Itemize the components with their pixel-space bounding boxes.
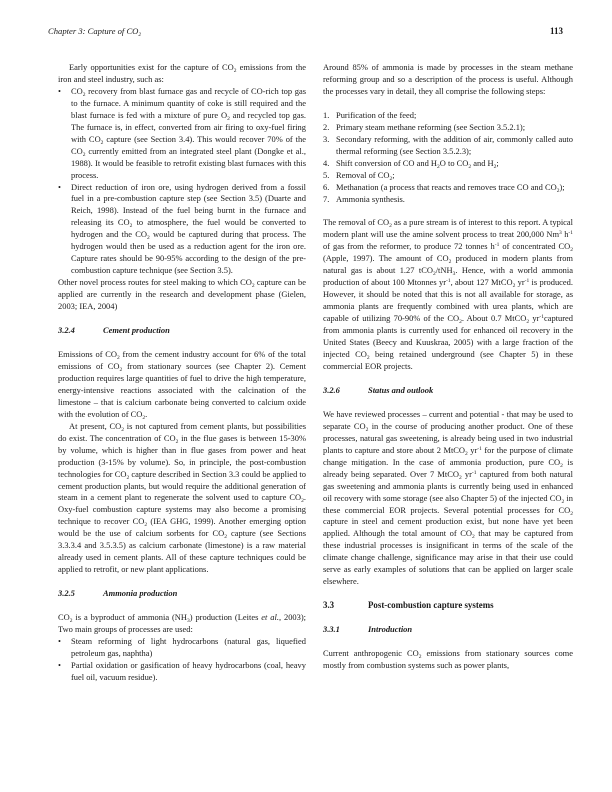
- section-heading-3-2-4: [58, 325, 306, 337]
- section-title: Post-combustion capture systems: [368, 600, 494, 611]
- section-number: 3.2.4: [58, 325, 75, 336]
- steel-bullet-list: [58, 86, 306, 277]
- list-item: 6. Methanation (a process that reacts and removes trace CO and $CO_2$);: [323, 181, 565, 194]
- list-item: 5. Removal of $CO_2$;: [323, 169, 395, 182]
- section-number: 3.2.5: [58, 588, 75, 599]
- co2-removal-paragraph: The removal of $CO_2$ as a pure stream is of interest to this report. A typical modern plant will use the amine solvent process to treat 200,000 Nm$^3$ $h^{-1}$ of gas from the reformer, to produce 72 tonnes $h^{-1}$ of concentrated $CO_2$ (Apple, 1997). The amount of $CO_2$ produced in modern plants from natural gas is about 1.27 tCO$_2$/tNH$_3$. Hence, with a world ammonia production of about 100 Mtonnes $yr^{-1}$, about 127 MtCO$_2$ $yr^{-1}$ is produced. However, it should be noted that this is not all available for storage, as ammonia plants are frequently combined with urea plants, which are capable of utilizing 70-90% of the $CO_2$. About 0.7 MtCO$_2$ $yr^{-1}captured$ from ammonia plants is currently used for enhanced oil recovery in the United States (Beecy and Kuuskraa, 2005) with a large fraction of the injected $CO_2$ being retained underground (see Chapter 5) in these commercial EOR projects.: [323, 217, 574, 371]
- cement-paragraph-2: At present, $CO_2$ is not captured from cement plants, but possibilities do exist. The concentration of $CO_2$ in the flue gases is between 15-30% by volume, which is higher than in flue gases from power and heat production (3-15% by volume). So, in principle, the post-combustion technologies for $CO_2$ capture described in Section 3.3 could be applied to cement production plants, but would require the additional generation of steam in a cement plant to regenerate the solvent used to capture $CO_2$. Oxy-fuel combustion capture systems may also become a promising technique to recover $CO_2$ (IEA GHG, 1999). Another emerging option would be the use of calcium sorbents for $CO_2$ capture (see Sections 3.3.3.4 and 3.5.3.5) as calcium carbonate (limestone) is a raw material already used in cement plants. All of these capture techniques could be applied to retrofit, or new plant applications.: [58, 420, 307, 575]
- ammonia-intro-paragraph: $CO_2$ is a byproduct of ammonia $(NH_3)$ production (Leites et al., 2003); Two main groups of processes are used:: [58, 612, 307, 635]
- section-number: 3.3: [323, 600, 335, 611]
- section-heading-3-2-6: [323, 385, 573, 397]
- steel-closing-paragraph: Other novel process routes for steel making to which $CO_2$ capture can be applied are currently in the research and development phase (Gielen, 2003; IEA, 2004): [58, 277, 306, 312]
- section-heading-3-2-5: [58, 588, 306, 600]
- left-column: [58, 62, 306, 684]
- list-item: 1. Purification of the feed;: [323, 109, 417, 120]
- list-item: 4. Shift conversion of CO and $H_2O$ to $CO_2$ and $H_2$;: [323, 157, 499, 170]
- ammonia-steps-list: [323, 110, 573, 206]
- list-item: • Direct reduction of iron ore, using hydrogen derived from a fossil fuel in a pre-combustion capture step (see Section 3.5) (Duarte and Reich, 1998). Instead of the fuel being burnt in the furnace and releasing its $CO_2$ to atmosphere, the fuel would be converted to hydrogen and the $CO_2$ would be captured during that process. The hydrogen would then be used as a reduction agent for the iron ore. Capture rates should be 90-95% according to the design of the pre-combustion capture technique (see Section 3.5).: [58, 182, 306, 278]
- cement-paragraph-1: Emissions of $CO_2$ from the cement industry account for 6% of the total emissions of $CO_2$ from stationary sources (see Chapter 2). Cement production requires large quantities of fuel to drive the high temperature, energy-intensive reactions associated with the calcination of the limestone – that is calcium carbonate being converted to calcium oxide with the evolution of $CO_2$.: [58, 349, 306, 421]
- section-number: 3.2.6: [323, 384, 340, 395]
- ammonia-continued-paragraph: Around 85% of ammonia is made by processes in the steam methane reforming group and so a description of the process is useful. Although the processes vary in detail, they all comprise the following steps:: [323, 62, 573, 96]
- section-heading-3-3: [323, 600, 573, 612]
- list-item: 3. Secondary reforming, with the addition of air, commonly called auto thermal reforming (see Section 3.5.2.3);: [323, 133, 573, 156]
- steel-intro-paragraph: Early opportunities exist for the capture of $CO_2$ emissions from the iron and steel industry, such as:: [58, 62, 306, 84]
- section-title: Ammonia production: [103, 588, 178, 599]
- running-header: [48, 26, 563, 40]
- section-title: Introduction: [368, 624, 413, 635]
- list-item: 7. Ammonia synthesis.: [323, 193, 405, 204]
- section-title: Status and outlook: [368, 384, 434, 395]
- section-number: 3.3.1: [323, 624, 340, 635]
- list-item: 2. Primary steam methane reforming (see Section 3.5.2.1);: [323, 121, 526, 132]
- introduction-paragraph: Current anthropogenic $CO_2$ emissions from stationary sources come mostly from combustion systems such as power plants,: [323, 648, 573, 671]
- list-item: • $CO_2$ recovery from blast furnace gas and recycle of CO-rich top gas to the furnace. A minimum quantity of coke is still required and the blast furnace is fed with a mixture of pure $O_2$ and recycled top gas. The furnace is, in effect, converted from air firing to oxy-fuel firing with $CO_2$ capture (see Section 3.4). This would recover 70% of the $CO_2$ currently emitted from an integrated steel plant (Dongke et al., 1988). It would be feasible to retrofit existing blast furnaces with this process.: [58, 86, 306, 182]
- running-title: Chapter 3: Capture of $CO_2$: [48, 26, 142, 38]
- section-title: Cement production: [103, 325, 170, 336]
- list-item: • Partial oxidation or gasification of heavy hydrocarbons (coal, heavy fuel oil, vacuum residue).: [58, 660, 306, 684]
- status-outlook-paragraph: We have reviewed processes – current and potential - that may be used to separate $CO_2$ in the course of producing another product. One of these processes, natural gas sweetening, is already being used in two industrial plants to capture and store about 2 MtCO$_2$ $yr^{-1}$ for the purpose of climate change mitigation. In the case of ammonia production, pure $CO_2$ is already being separated. Over 7 MtCO$_2$ $yr^{-1}$ captured from both natural gas sweetening and ammonia plants is currently being used in enhanced oil recovery with some storage (see also Chapter 5) of the injected $CO_2$ in these commercial EOR projects. Several potential processes for $CO_2$ capture in steel and cement production exist, but none have yet been applied. Although the total amount of $CO_2$ that may be captured from these industrial processes is insignificant in terms of the scale of the climate change challenge, significance may arise in that their use could serve as early examples of solutions that can be applied on larger scale elsewhere.: [323, 408, 574, 587]
- section-heading-3-3-1: [323, 624, 573, 636]
- page-number: 113: [549, 26, 563, 36]
- list-item: • Steam reforming of light hydrocarbons (natural gas, liquefied petroleum gas, naphtha): [58, 636, 306, 660]
- right-column: [323, 62, 573, 672]
- ammonia-bullet-list: [58, 636, 306, 684]
